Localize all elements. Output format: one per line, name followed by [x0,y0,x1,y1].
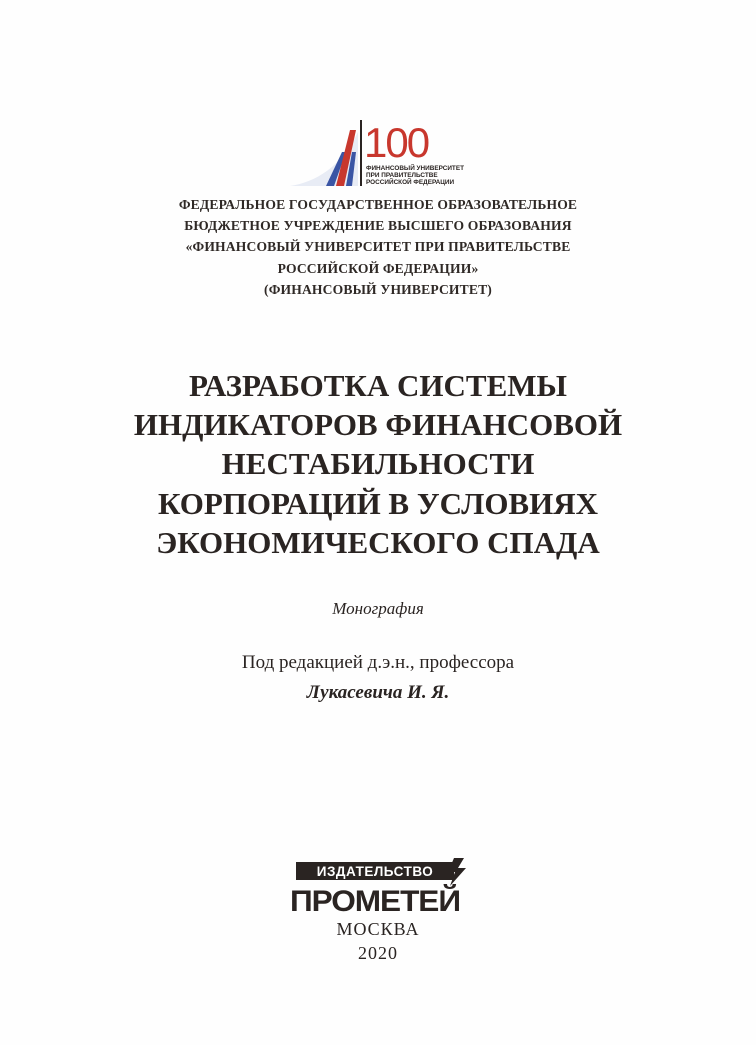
title-line: НЕСТАБИЛЬНОСТИ [221,446,535,482]
logo-line-2: ПРИ ПРАВИТЕЛЬСТВЕ [366,172,438,179]
book-title [60,366,696,562]
university-logo-graphic [286,112,486,190]
publisher-logo [284,856,474,918]
editor-name: Лукасевича И. Я. [306,682,450,703]
logo-number: 100 [364,119,429,166]
imprint-city: МОСКВА [336,919,420,939]
organization-line: «ФИНАНСОВЫЙ УНИВЕРСИТЕТ ПРИ ПРАВИТЕЛЬСТВЕ [185,239,571,255]
title-line: ЭКОНОМИЧЕСКОГО СПАДА [156,524,600,560]
organization-line: ФЕДЕРАЛЬНОЕ ГОСУДАРСТВЕННОЕ ОБРАЗОВАТЕЛЬНОЕ [178,197,578,212]
organization-name [90,194,666,300]
logo-line-1: ФИНАНСОВЫЙ УНИВЕРСИТЕТ [366,165,465,172]
publisher-name: ПРОМЕТЕЙ [290,885,452,918]
publisher-top-text: ИЗДАТЕЛЬСТВО [316,864,434,879]
title-line: КОРПОРАЦИЙ В УСЛОВИЯХ [158,485,598,521]
title-line: ИНДИКАТОРОВ ФИНАНСОВОЙ [133,407,623,443]
logo-line-3: РОССИЙСКОЙ ФЕДЕРАЦИИ [366,179,455,186]
title-line: РАЗРАБОТКА СИСТЕМЫ [189,368,567,403]
organization-line: (ФИНАНСОВЫЙ УНИВЕРСИТЕТ) [264,281,492,297]
imprint-year: 2020 [358,943,398,963]
editor-credit: Под редакцией д.э.н., профессора [241,652,515,673]
publisher-logo-graphic [284,856,474,918]
book-genre: Монография [332,599,424,618]
logo-divider [360,120,362,186]
organization-line: РОССИЙСКОЙ ФЕДЕРАЦИИ» [277,260,479,276]
university-logo [286,112,486,190]
organization-line: БЮДЖЕТНОЕ УЧРЕЖДЕНИЕ ВЫСШЕГО ОБРАЗОВАНИЯ [184,218,572,234]
